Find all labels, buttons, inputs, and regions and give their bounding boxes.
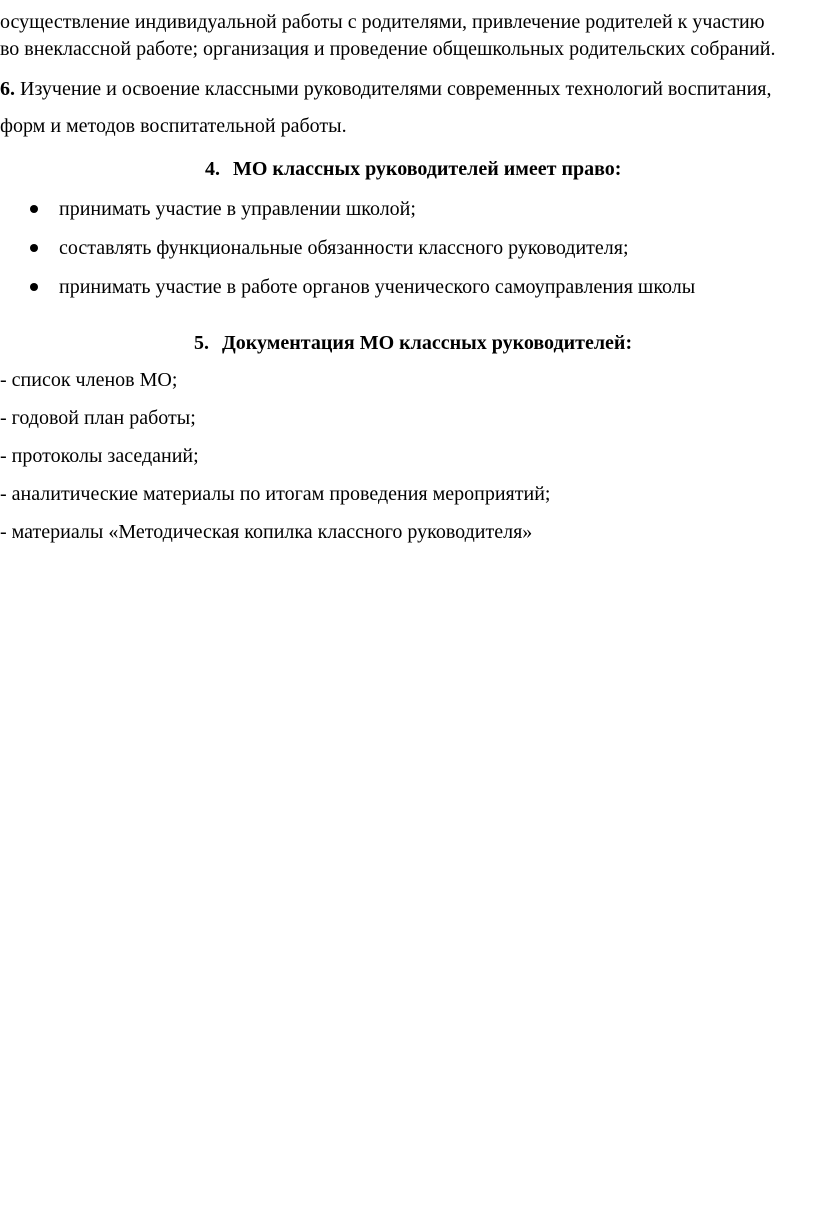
bullet-icon xyxy=(30,205,38,213)
item-6-line-2: форм и методов воспитательной работы. xyxy=(0,115,347,137)
section-4-heading xyxy=(205,157,621,181)
list-item-text: составлять функциональные обязанности классного руководителя; xyxy=(59,237,629,259)
list-item: - аналитические материалы по итогам проведения мероприятий; xyxy=(0,483,551,505)
section-5-heading xyxy=(194,331,632,355)
intro-line-1: осуществление индивидуальной работы с родителями, привлечение родителей к участию xyxy=(0,11,765,33)
list-item: - годовой план работы; xyxy=(0,407,196,429)
list-item: - список членов МО; xyxy=(0,369,178,391)
bullet-icon xyxy=(30,244,38,252)
section-4-number: 4. xyxy=(205,158,220,180)
section-5-title: Документация МО классных руководителей: xyxy=(222,332,633,354)
item-6-text: Изучение и освоение классными руководителями современных технологий воспитания, xyxy=(20,78,772,100)
section-4-title: МО классных руководителей имеет право: xyxy=(233,158,622,180)
section-5-number: 5. xyxy=(194,332,209,354)
list-item: - материалы «Методическая копилка классного руководителя» xyxy=(0,521,533,543)
list-item: - протоколы заседаний; xyxy=(0,445,199,467)
item-6-line-1 xyxy=(0,77,771,101)
item-6-number: 6. xyxy=(0,78,15,100)
intro-line-2: во внеклассной работе; организация и проведение общешкольных родительских собраний. xyxy=(0,38,776,60)
list-item-text: принимать участие в работе органов ученического самоуправления школы xyxy=(59,276,696,298)
bullet-icon xyxy=(30,283,38,291)
list-item-text: принимать участие в управлении школой; xyxy=(59,198,416,220)
